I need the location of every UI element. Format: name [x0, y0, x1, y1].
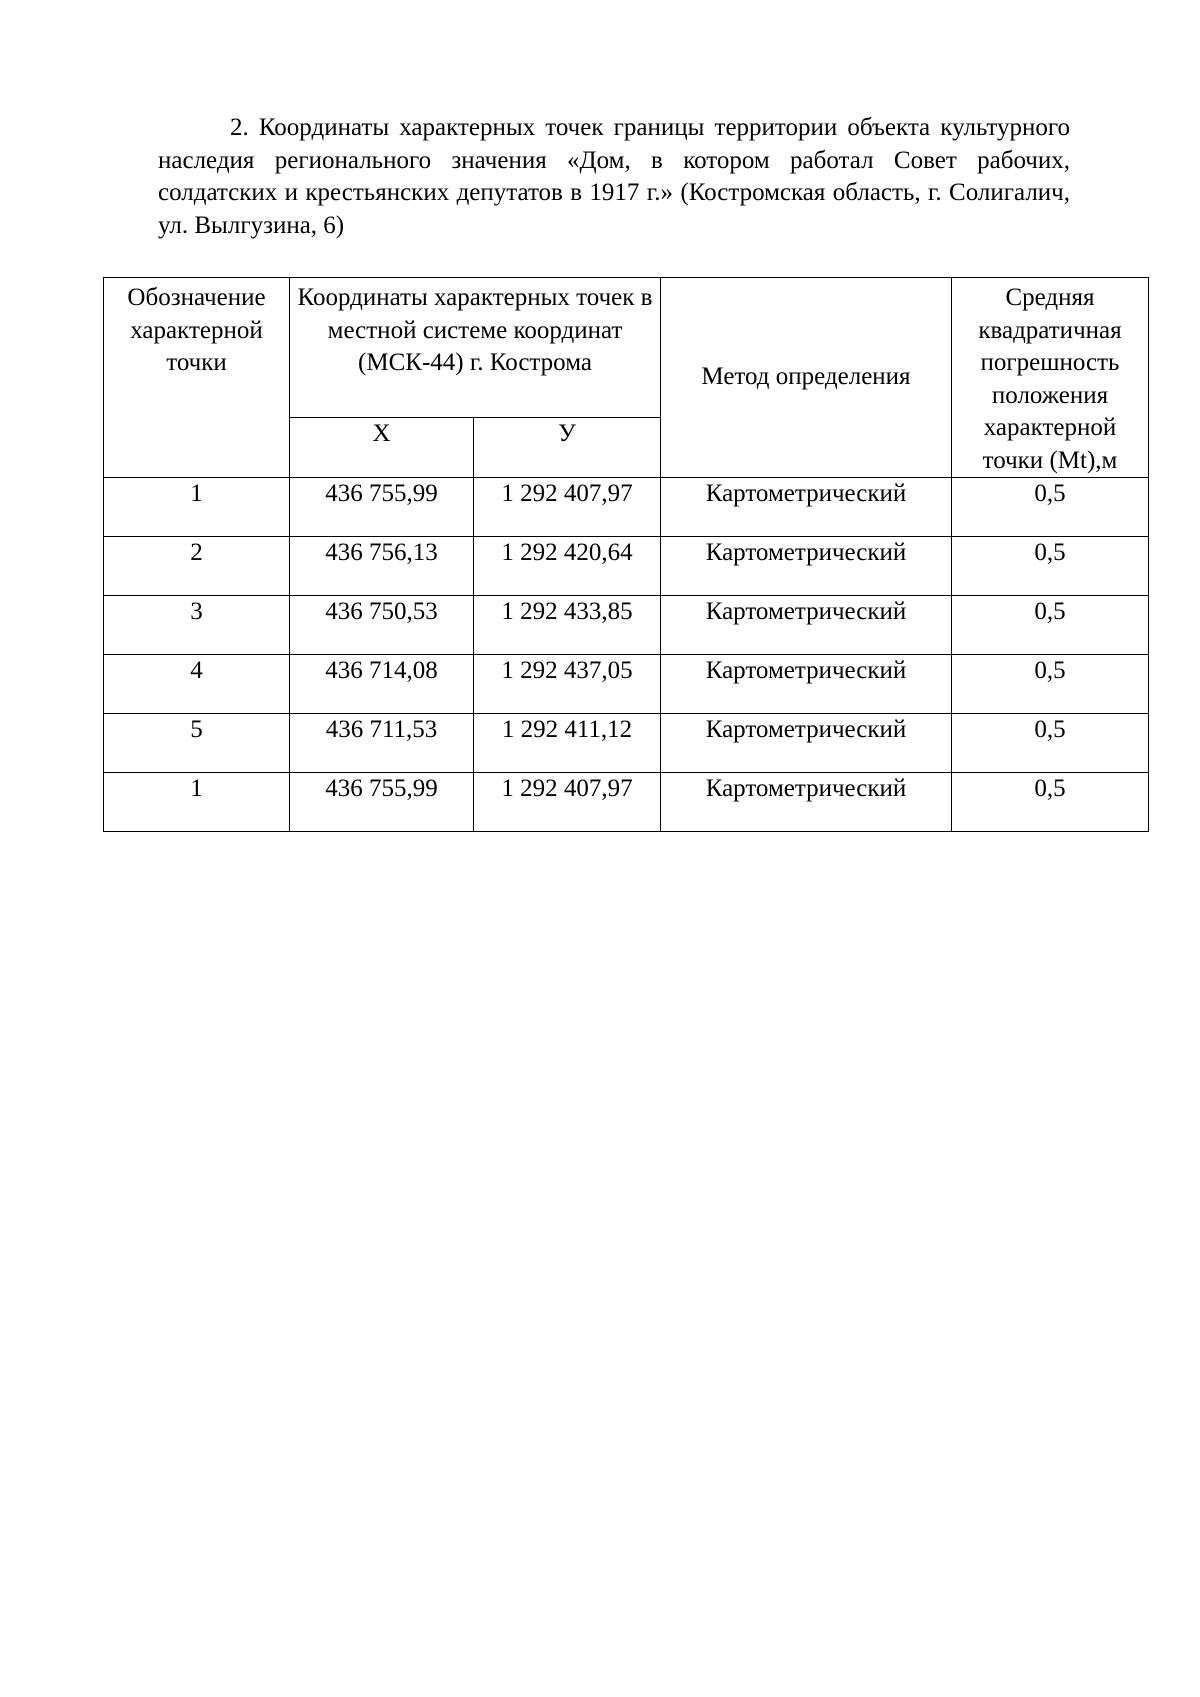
table-row: [104, 773, 1149, 832]
cell-method: Картометрический: [661, 714, 952, 773]
table-row: [104, 596, 1149, 655]
cell-point: 5: [104, 714, 290, 773]
section-heading: [158, 112, 1070, 242]
cell-y: 1 292 407,97: [474, 478, 661, 537]
cell-x: 436 755,99: [290, 773, 474, 832]
cell-x: 436 711,53: [290, 714, 474, 773]
cell-point: 2: [104, 537, 290, 596]
cell-accuracy: 0,5: [952, 655, 1149, 714]
table-header: [104, 278, 1149, 478]
cell-point: 1: [104, 773, 290, 832]
cell-accuracy: 0,5: [952, 714, 1149, 773]
heading-number: 2.: [230, 114, 249, 141]
header-row: [104, 278, 1149, 418]
cell-y: 1 292 437,05: [474, 655, 661, 714]
table-row: [104, 714, 1149, 773]
header-x: Х: [290, 418, 474, 478]
cell-x: 436 714,08: [290, 655, 474, 714]
header-coordinates-group: Координаты характерных точек в местной системе координат (МСК-44) г. Кострома: [290, 278, 661, 418]
cell-accuracy: 0,5: [952, 478, 1149, 537]
table-row: [104, 478, 1149, 537]
cell-method: Картометрический: [661, 773, 952, 832]
cell-method: Картометрический: [661, 537, 952, 596]
header-accuracy: Средняя квадратичная погрешность положения характерной точки (Мt),м: [952, 278, 1149, 478]
header-designation: Обозначение характерной точки: [104, 278, 290, 478]
table-body: [104, 478, 1149, 832]
cell-y: 1 292 433,85: [474, 596, 661, 655]
cell-method: Картометрический: [661, 655, 952, 714]
heading-text: Координаты характерных точек границы территории объекта культурного наследия регионального значения «Дом, в котором работал Совет рабочих, солдатских и крестьянских депутатов в 1917 г.» (Костромская область, г. Солигалич, ул. Вылгузина, 6): [158, 114, 1070, 239]
cell-y: 1 292 407,97: [474, 773, 661, 832]
cell-x: 436 755,99: [290, 478, 474, 537]
cell-x: 436 750,53: [290, 596, 474, 655]
table-row: [104, 655, 1149, 714]
cell-y: 1 292 411,12: [474, 714, 661, 773]
cell-point: 3: [104, 596, 290, 655]
coordinates-table: [103, 277, 1149, 832]
cell-method: Картометрический: [661, 596, 952, 655]
header-method: Метод определения: [661, 278, 952, 478]
table-row: [104, 537, 1149, 596]
cell-x: 436 756,13: [290, 537, 474, 596]
cell-point: 4: [104, 655, 290, 714]
cell-y: 1 292 420,64: [474, 537, 661, 596]
cell-point: 1: [104, 478, 290, 537]
cell-method: Картометрический: [661, 478, 952, 537]
cell-accuracy: 0,5: [952, 596, 1149, 655]
cell-accuracy: 0,5: [952, 773, 1149, 832]
header-y: У: [474, 418, 661, 478]
cell-accuracy: 0,5: [952, 537, 1149, 596]
